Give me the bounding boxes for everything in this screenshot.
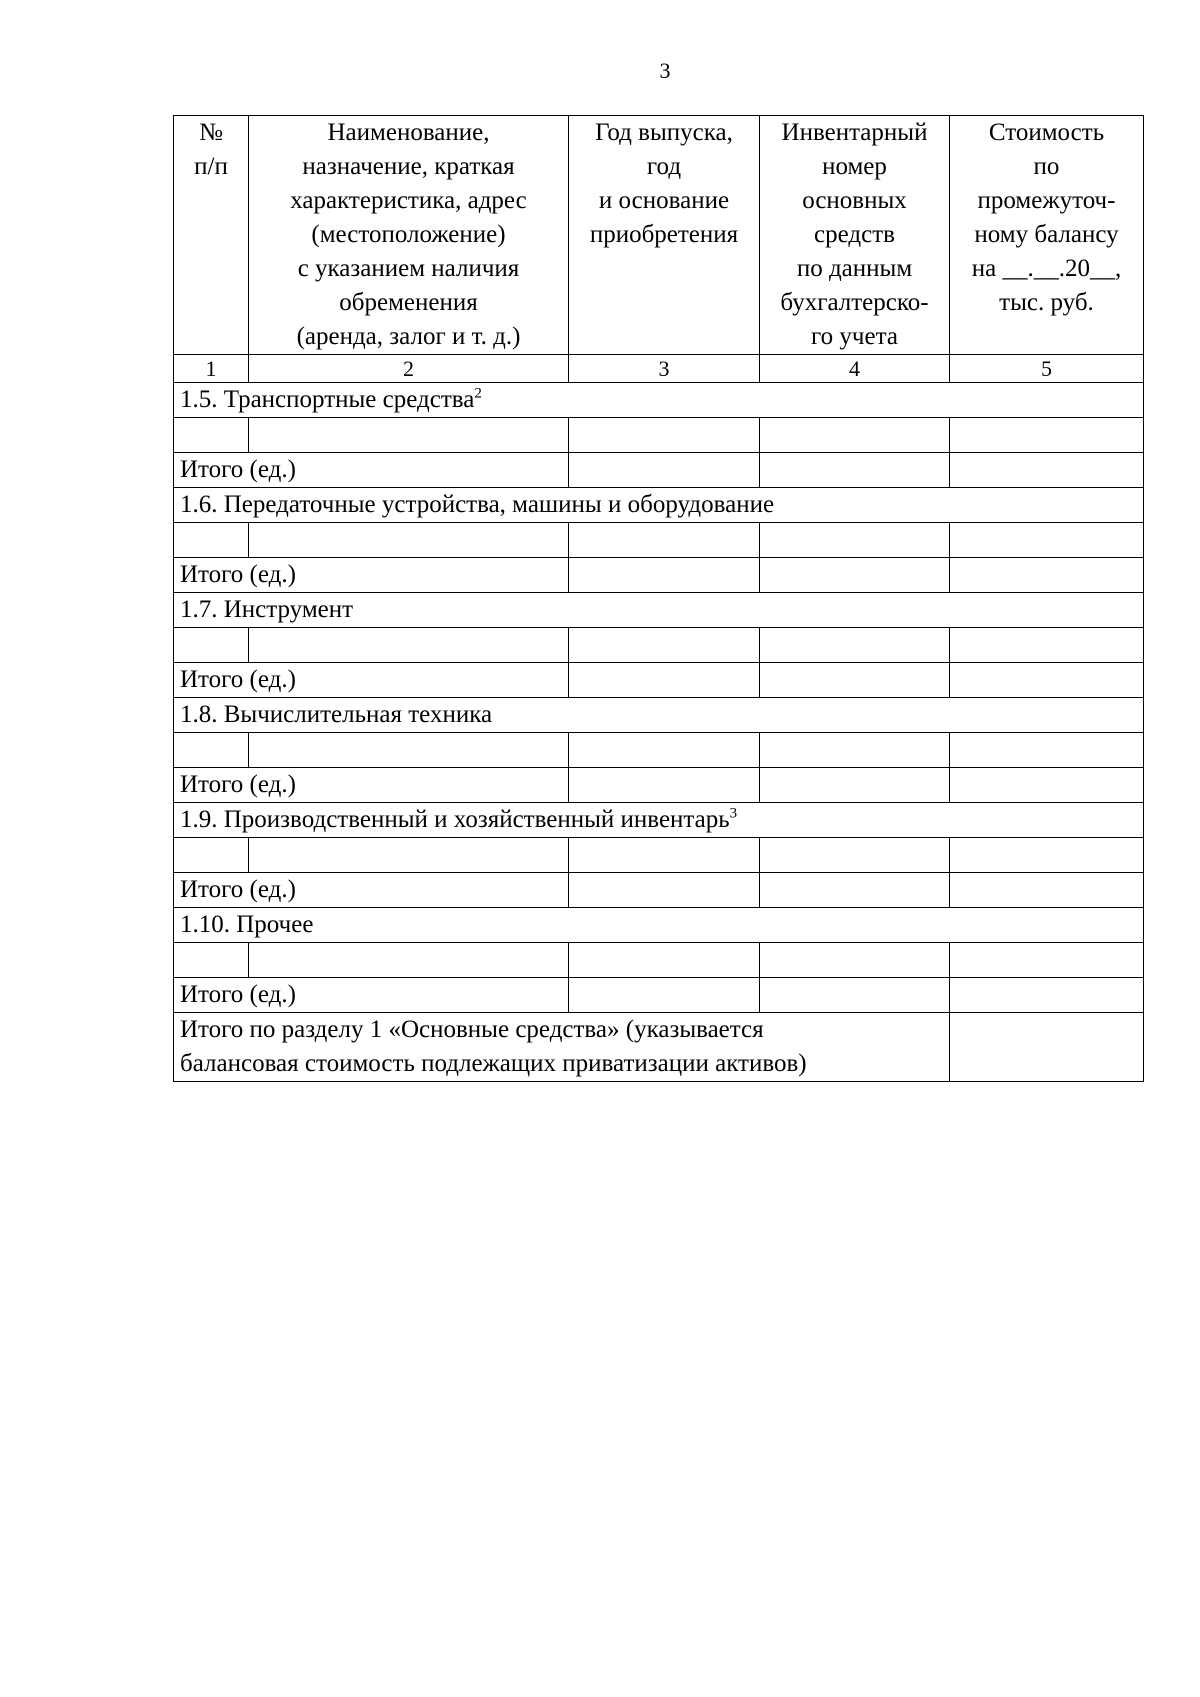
fixed-assets-table (173, 115, 1144, 1082)
table-cell[interactable] (249, 733, 569, 768)
table-cell[interactable] (760, 768, 950, 803)
total-label: Итого (ед.) (174, 663, 569, 698)
table-cell[interactable] (569, 523, 760, 558)
table-cell[interactable] (569, 663, 760, 698)
table-row (174, 733, 1144, 768)
table-cell[interactable] (174, 628, 249, 663)
column-number-row (174, 355, 1144, 383)
table-cell[interactable] (950, 838, 1144, 873)
table-cell[interactable] (249, 943, 569, 978)
table-cell[interactable] (760, 873, 950, 908)
table-cell[interactable] (569, 418, 760, 453)
table-cell[interactable] (950, 663, 1144, 698)
footnote-mark: 3 (729, 805, 738, 822)
table-cell[interactable] (950, 418, 1144, 453)
header-cost: Стоимость по промежуточ- ному балансу на __.__.20__, тыс. руб. (950, 116, 1144, 355)
total-label: Итого (ед.) (174, 978, 569, 1013)
section-title: 1.9. Производственный и хозяйственный инвентарь$^3$ (174, 803, 1144, 838)
column-number: 3 (569, 355, 760, 383)
column-number: 5 (950, 355, 1144, 383)
table-cell[interactable] (174, 733, 249, 768)
total-row (174, 453, 1144, 488)
table-cell[interactable] (760, 733, 950, 768)
table-cell[interactable] (760, 628, 950, 663)
section-title: 1.6. Передаточные устройства, машины и оборудование (174, 488, 1144, 523)
table-row (174, 628, 1144, 663)
table-cell[interactable] (760, 453, 950, 488)
table-cell[interactable] (249, 628, 569, 663)
section-title: 1.8. Вычислительная техника (174, 698, 1144, 733)
table-cell[interactable] (950, 873, 1144, 908)
table-cell[interactable] (760, 838, 950, 873)
column-number: 1 (174, 355, 249, 383)
table-cell[interactable] (249, 838, 569, 873)
table-cell[interactable] (174, 943, 249, 978)
table-cell[interactable] (569, 978, 760, 1013)
table-cell[interactable] (760, 943, 950, 978)
section-row (174, 698, 1144, 733)
header-inventory-number: Инвентарный номер основных средств по данным бухгалтерско- го учета (760, 116, 950, 355)
section-row (174, 488, 1144, 523)
column-number: 4 (760, 355, 950, 383)
grand-total-value-cell[interactable] (950, 1013, 1144, 1082)
table-cell[interactable] (569, 768, 760, 803)
table-cell[interactable] (569, 943, 760, 978)
section-row (174, 908, 1144, 943)
footnote-mark: 2 (474, 385, 482, 402)
table-cell[interactable] (569, 558, 760, 593)
table-cell[interactable] (760, 558, 950, 593)
table-cell[interactable] (249, 523, 569, 558)
total-row (174, 663, 1144, 698)
table-cell[interactable] (950, 628, 1144, 663)
total-label: Итого (ед.) (174, 768, 569, 803)
table-row (174, 943, 1144, 978)
table-cell[interactable] (760, 418, 950, 453)
section-row (174, 383, 1144, 418)
table-cell[interactable] (950, 558, 1144, 593)
total-row (174, 558, 1144, 593)
table-cell[interactable] (760, 523, 950, 558)
header-number: № п/п (174, 116, 249, 355)
section-row (174, 593, 1144, 628)
table-row (174, 523, 1144, 558)
section-title: 1.7. Инструмент (174, 593, 1144, 628)
table-cell[interactable] (950, 523, 1144, 558)
total-row (174, 873, 1144, 908)
table-cell[interactable] (569, 628, 760, 663)
grand-total-label: Итого по разделу 1 «Основные средства» (указывается балансовая стоимость подлежащих приватизации активов) (174, 1013, 950, 1082)
header-year: Год выпуска, год и основание приобретения (569, 116, 760, 355)
section-row (174, 803, 1144, 838)
table-cell[interactable] (569, 873, 760, 908)
table-cell[interactable] (249, 418, 569, 453)
table-cell[interactable] (569, 838, 760, 873)
table-cell[interactable] (760, 663, 950, 698)
table-cell[interactable] (174, 418, 249, 453)
table-cell[interactable] (950, 978, 1144, 1013)
table-header-row (174, 116, 1144, 355)
total-row (174, 768, 1144, 803)
total-label: Итого (ед.) (174, 873, 569, 908)
section-title: 1.5. Транспортные средства$^2$ (174, 383, 1144, 418)
table-cell[interactable] (950, 768, 1144, 803)
table-cell[interactable] (950, 943, 1144, 978)
table-cell[interactable] (950, 733, 1144, 768)
section-title: 1.10. Прочее (174, 908, 1144, 943)
total-label: Итого (ед.) (174, 558, 569, 593)
header-name: Наименование, назначение, краткая характеристика, адрес (местоположение) с указанием наличия обременения (аренда, залог и т. д.) (249, 116, 569, 355)
table-cell[interactable] (174, 838, 249, 873)
table-cell[interactable] (174, 523, 249, 558)
grand-total-row (174, 1013, 1144, 1082)
table-cell[interactable] (569, 453, 760, 488)
total-label: Итого (ед.) (174, 453, 569, 488)
table-row (174, 838, 1144, 873)
table-cell[interactable] (569, 733, 760, 768)
table-row (174, 418, 1144, 453)
column-number: 2 (249, 355, 569, 383)
page-number: 3 (659, 58, 671, 83)
total-row (174, 978, 1144, 1013)
table-cell[interactable] (760, 978, 950, 1013)
table-cell[interactable] (950, 453, 1144, 488)
